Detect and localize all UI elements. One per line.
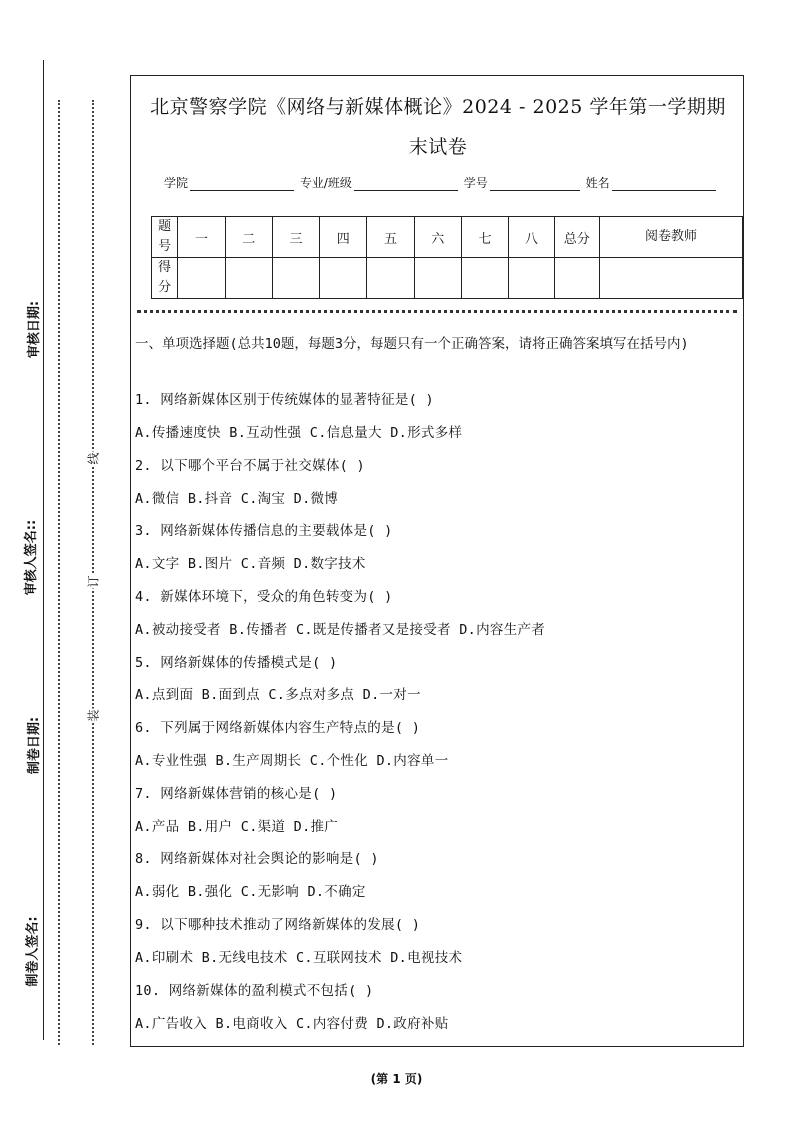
score-cell[interactable] [414,258,461,299]
options-4: A.被动接受者 B.传播者 C.既是传播者又是接受者 D.内容生产者 [135,622,546,638]
reviewer-cell[interactable] [599,258,742,299]
question-2: 2. 以下哪个平台不属于社交媒体( ) [135,458,365,474]
major-label: 专业/班级 [299,176,352,190]
name-field[interactable] [612,178,716,191]
options-10: A.广告收入 B.电商收入 C.内容付费 D.政府补贴 [135,1016,449,1032]
score-col-5: 五 [367,217,414,258]
maker-sign-label: 制卷人签名: [22,916,41,986]
dotted-separator [137,310,737,313]
question-5: 5. 网络新媒体的传播模式是( ) [135,655,338,671]
score-col-6: 六 [414,217,461,258]
options-1: A.传播速度快 B.互动性强 C.信息量大 D.形式多样 [135,425,463,441]
student-no-label: 学号 [463,176,488,190]
score-cell[interactable] [178,258,225,299]
question-10: 10. 网络新媒体的盈利模式不包括( ) [135,983,374,999]
options-8: A.弱化 B.强化 C.无影响 D.不确定 [135,884,366,900]
options-7: A.产品 B.用户 C.渠道 D.推广 [135,819,339,835]
question-7: 7. 网络新媒体营销的核心是( ) [135,786,338,802]
question-4: 4. 新媒体环境下，受众的角色转变为( ) [135,589,393,605]
student-info-row [164,174,718,191]
score-cell[interactable] [272,258,319,299]
score-col-2: 二 [225,217,272,258]
score-col-total: 总分 [554,217,599,258]
options-9: A.印刷术 B.无线电技术 C.互联网技术 D.电视技术 [135,950,463,966]
score-cell[interactable] [320,258,367,299]
options-3: A.文字 B.图片 C.音频 D.数字技术 [135,556,366,572]
question-8: 8. 网络新媒体对社会舆论的影响是( ) [135,851,379,867]
score-col-8: 八 [509,217,554,258]
options-2: A.微信 B.抖音 C.淘宝 D.微博 [135,491,339,507]
page-number: (第 1 页) [370,1072,423,1086]
score-col-4: 四 [320,217,367,258]
exam-paper-frame [130,75,744,1047]
binding-mark-line: 线 [86,452,101,465]
binding-line-dotted [92,100,94,1045]
binding-mark-fold: 装 [86,709,101,722]
score-col-3: 三 [272,217,319,258]
exam-title-line1: 北京警察学院《网络与新媒体概论》2024 - 2025 学年第一学期期 [150,96,726,118]
binding-mark-order: 订 [86,575,101,588]
score-table [151,216,743,299]
score-col-1: 一 [178,217,225,258]
question-9: 9. 以下哪种技术推动了网络新媒体的发展( ) [135,917,421,933]
reviewer-sign-label: 审核人签名:: [20,520,39,595]
question-6: 6. 下列属于网络新媒体内容生产特点的是( ) [135,720,421,736]
score-cell[interactable] [554,258,599,299]
score-table-score-row [152,258,743,299]
cut-line-dotted [58,100,60,1045]
review-date-label: 审核日期: [23,301,42,358]
signature-rule [43,60,44,1040]
college-field[interactable] [190,178,294,191]
score-table-header-row [152,217,743,258]
name-label: 姓名 [585,176,610,190]
score-label: 得分 [152,258,178,299]
make-date-label: 制卷日期: [23,717,42,774]
exam-title-line2: 末试卷 [408,136,468,158]
question-no-label: 题号 [152,217,178,258]
score-cell[interactable] [461,258,508,299]
student-no-field[interactable] [490,178,580,191]
college-label: 学院 [164,176,189,190]
question-1: 1. 网络新媒体区别于传统媒体的显著特征是( ) [135,392,434,408]
score-cell[interactable] [225,258,272,299]
question-3: 3. 网络新媒体传播信息的主要载体是( ) [135,523,393,539]
options-6: A.专业性强 B.生产周期长 C.个性化 D.内容单一 [135,753,449,769]
major-field[interactable] [354,178,458,191]
score-cell[interactable] [367,258,414,299]
score-cell[interactable] [509,258,554,299]
options-5: A.点到面 B.面到点 C.多点对多点 D.一对一 [135,687,421,703]
section1-heading: 一、单项选择题(总共10题，每题3分，每题只有一个正确答案，请将正确答案填写在括号内) [135,336,689,352]
reviewer-label: 阅卷教师 [599,217,742,258]
score-col-7: 七 [461,217,508,258]
